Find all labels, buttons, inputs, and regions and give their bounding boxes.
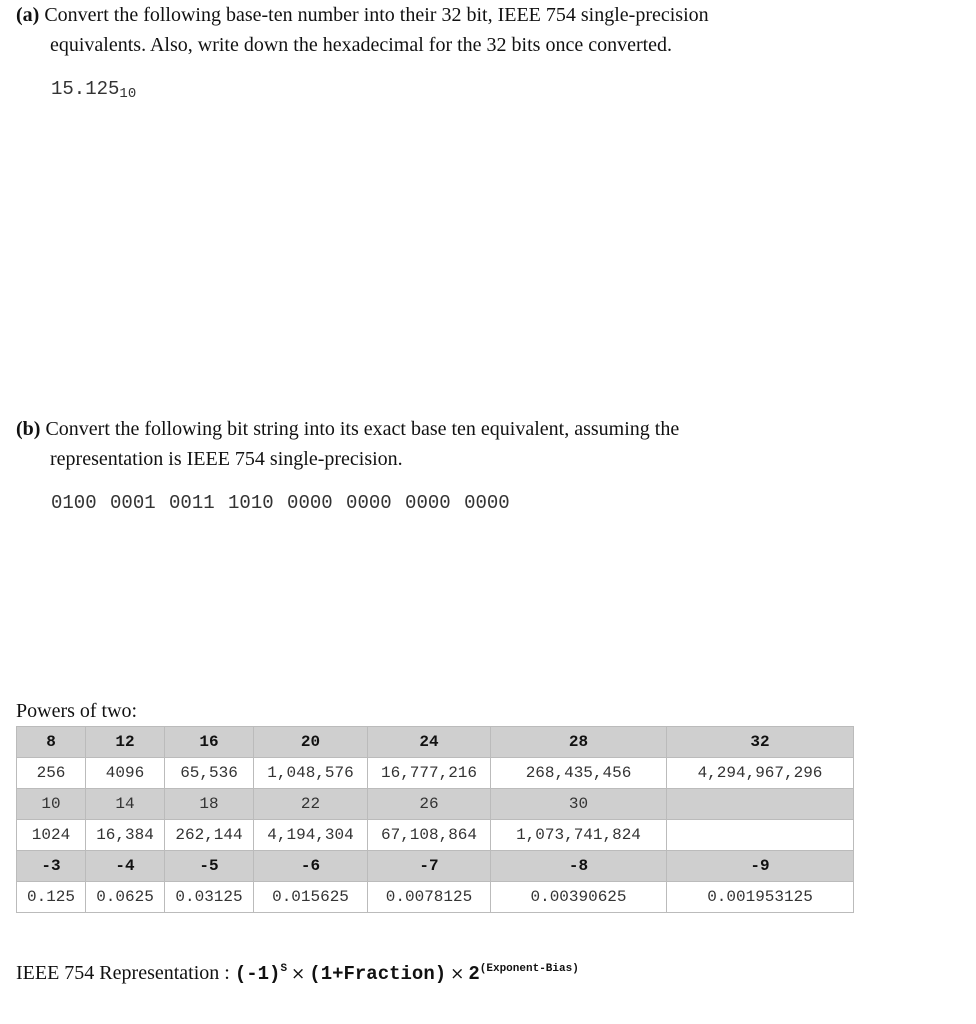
formula-sign-term: (-1) xyxy=(234,963,281,985)
table-cell: -9 xyxy=(667,851,854,882)
table-cell: 4096 xyxy=(86,758,165,789)
question-b-label: (b) xyxy=(16,418,41,440)
table-cell: 0.125 xyxy=(17,882,86,913)
powers-of-two-table xyxy=(16,726,854,913)
table-cell: 0.001953125 xyxy=(667,882,854,913)
table-cell xyxy=(667,789,854,820)
table-row xyxy=(17,758,854,789)
table-cell: 1,048,576 xyxy=(254,758,368,789)
table-cell: 22 xyxy=(254,789,368,820)
table-cell: 20 xyxy=(254,727,368,758)
table-cell: -7 xyxy=(368,851,491,882)
table-cell: 16,777,216 xyxy=(368,758,491,789)
table-row xyxy=(17,882,854,913)
question-b-text-line1: Convert the following bit string into its exact base ten equivalent, assuming the xyxy=(45,418,680,440)
table-cell: 1024 xyxy=(17,820,86,851)
table-cell: 16,384 xyxy=(86,820,165,851)
table-row xyxy=(17,851,854,882)
formula-label: IEEE 754 Representation : xyxy=(16,962,235,984)
table-row xyxy=(17,727,854,758)
table-cell: 18 xyxy=(165,789,254,820)
table-cell: 262,144 xyxy=(165,820,254,851)
ieee-754-formula xyxy=(16,962,579,985)
table-cell: 256 xyxy=(17,758,86,789)
question-b-bit-string: 0100 0001 0011 1010 0000 0000 0000 0000 xyxy=(51,492,510,514)
table-cell: 268,435,456 xyxy=(491,758,667,789)
table-cell: -6 xyxy=(254,851,368,882)
formula-times-2: × xyxy=(450,964,465,984)
table-cell xyxy=(667,820,854,851)
table-cell: 0.0078125 xyxy=(368,882,491,913)
table-cell: 26 xyxy=(368,789,491,820)
question-a-text-line2: equivalents. Also, write down the hexadecimal for the 32 bits once converted. xyxy=(50,34,673,56)
table-cell: 0.015625 xyxy=(254,882,368,913)
question-b-text-line2: representation is IEEE 754 single-precision. xyxy=(50,448,403,470)
formula-base: 2 xyxy=(468,963,480,985)
table-cell: 24 xyxy=(368,727,491,758)
formula-times-1: × xyxy=(291,964,306,984)
question-a-value xyxy=(51,78,136,102)
formula-exponent: (Exponent-Bias) xyxy=(479,963,579,975)
table-cell: 67,108,864 xyxy=(368,820,491,851)
table-cell: 1,073,741,824 xyxy=(491,820,667,851)
table-row xyxy=(17,820,854,851)
table-cell: 65,536 xyxy=(165,758,254,789)
table-cell: -5 xyxy=(165,851,254,882)
question-a xyxy=(16,0,946,60)
question-b xyxy=(16,414,946,474)
table-cell: 0.03125 xyxy=(165,882,254,913)
formula-fraction-term: (1+Fraction) xyxy=(309,963,447,985)
question-a-number: 15.125 xyxy=(51,78,120,100)
question-a-text-line1: Convert the following base-ten number into their 32 bit, IEEE 754 single-precision xyxy=(44,4,709,26)
powers-table-title: Powers of two: xyxy=(16,700,138,722)
question-a-label: (a) xyxy=(16,4,40,26)
table-cell: 4,194,304 xyxy=(254,820,368,851)
table-cell: 4,294,967,296 xyxy=(667,758,854,789)
table-cell: 8 xyxy=(17,727,86,758)
table-cell: -8 xyxy=(491,851,667,882)
table-cell: 14 xyxy=(86,789,165,820)
question-a-base: 10 xyxy=(119,86,137,102)
table-cell: 30 xyxy=(491,789,667,820)
table-cell: 28 xyxy=(491,727,667,758)
table-cell: 16 xyxy=(165,727,254,758)
table-row xyxy=(17,789,854,820)
table-cell: -3 xyxy=(17,851,86,882)
table-cell: 12 xyxy=(86,727,165,758)
formula-sign-exponent: S xyxy=(280,963,288,975)
table-cell: -4 xyxy=(86,851,165,882)
table-cell: 0.0625 xyxy=(86,882,165,913)
table-cell: 10 xyxy=(17,789,86,820)
table-cell: 0.00390625 xyxy=(491,882,667,913)
table-cell: 32 xyxy=(667,727,854,758)
